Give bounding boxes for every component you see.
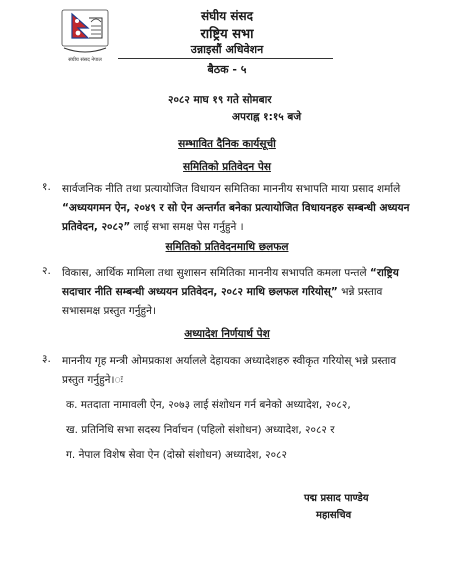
agenda-item-3: माननीय गृह मन्त्री ओमप्रकाश अर्यालले देहायका अध्यादेशहरु स्वीकृत गरियोस् भन्ने प्रस्ताव प्रस्तुत गर्नुहुने।ः [62, 355, 397, 386]
item-number-2: २. [42, 265, 51, 277]
agenda-item-2: विकास, आर्थिक मामिला तथा सुशासन समितिका माननीय सभापति कमला पन्तले “राष्ट्रिय सदाचार नीति सम्बन्धी अध्ययन प्रतिवेदन, २०८२ माथि छलफल गरियोस्” भन्ने प्रस्ताव सभासमक्ष प्रस्तुत गर्नुहुने। [62, 267, 399, 317]
title: संघीय संसद [200, 9, 254, 23]
ordinance-item-kha: ख. प्रतिनिधि सभा सदस्य निर्वाचन (पहिलो संशोधन) अध्यादेश, २०८२ र [66, 424, 335, 436]
section-heading-2: समितिको प्रतिवेदनमाथि छलफल [165, 241, 289, 253]
item-number-3: ३. [42, 353, 51, 365]
section-heading-1: समितिको प्रतिवेदन पेस [183, 161, 271, 173]
subtitle: राष्ट्रिय सभा [200, 27, 254, 42]
ordinance-item-ka: क. मतदाता नामावली ऐन, २०७३ लाई संशोधन गर्न बनेको अध्यादेश, २०८२, [66, 399, 351, 411]
section-heading-3: अध्यादेश निर्णयार्थ पेश [184, 328, 270, 340]
header-divider [118, 58, 333, 59]
svg-text:संघीय संसद नेपाल: संघीय संसद नेपाल [68, 57, 102, 63]
ordinance-item-ga: ग. नेपाल विशेष सेवा ऐन (दोस्रो संशोधन) अध्यादेश, २०८२ [66, 449, 287, 461]
meeting-time: अपराह्न १:१५ बजे [232, 111, 302, 123]
signatory-name: पद्म प्रसाद पाण्डेय [304, 493, 369, 504]
agenda-item-1: सार्वजनिक नीति तथा प्रत्यायोजित विधायन समितिका माननीय सभापति माया प्रसाद शर्माले “अध्ययगमन ऐन, २०४९ र सो ऐन अन्तर्गत बनेका प्रत्यायोजित विधायनहरु सम्बन्धी अध्ययन प्रतिवेदन, २०८२” लाई सभा समक्ष पेस गर्नुहुने । [62, 183, 410, 233]
session: उन्नाइसौं अधिवेशन [190, 43, 264, 56]
signatory-designation: महासचिव [316, 510, 352, 521]
item-number-1: १. [42, 181, 51, 193]
meeting-date: २०८२ माघ १९ गते सोमबार [168, 94, 272, 106]
agenda-title: सम्भावित दैनिक कार्यसूची [178, 138, 276, 150]
meeting-number: बैठक - ५ [207, 63, 247, 76]
